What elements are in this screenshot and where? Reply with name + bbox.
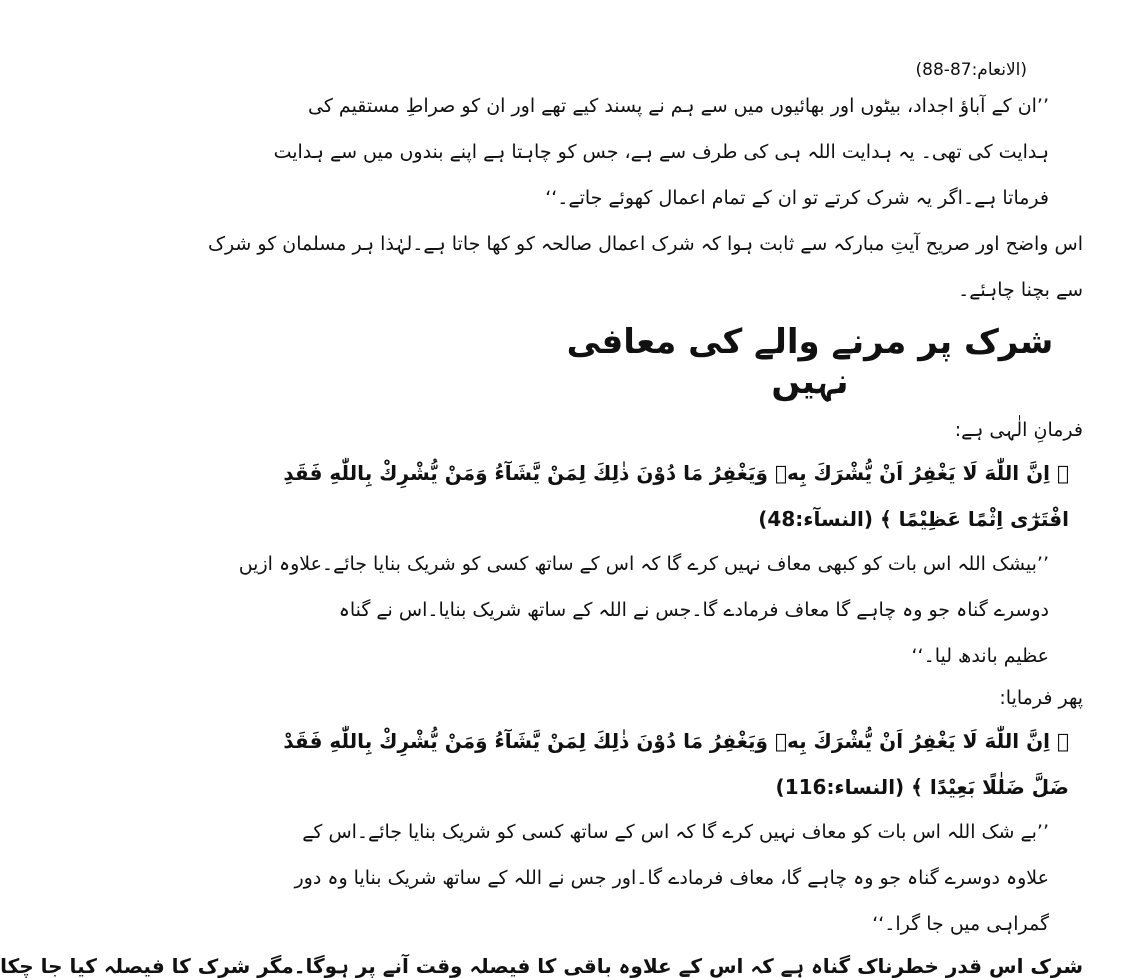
translation-2-line-2: علاوہ دوسرے گناہ جو وہ چاہے گا، معاف فرمادے گا۔اور جس نے اللہ کے ساتھ شریک بنایا وہ دور: [294, 867, 1049, 889]
quote-line-2: ہدایت کی تھی۔ یہ ہدایت اللہ ہی کی طرف سے ہے، جس کو چاہتا ہے اپنے بندوں میں سے ہدایت: [273, 141, 1049, 163]
intro-divine-command: فرمانِ الٰہی ہے:: [954, 419, 1083, 441]
translation-1-line-1: ’’بیشک اللہ اس بات کو کبھی معاف نہیں کرے گا کہ اس کے ساتھ کسی کو شریک بنایا جائے۔علاوہ ازیں: [238, 553, 1049, 575]
translation-1-line-2: دوسرے گناہ جو وہ چاہے گا معاف فرمادے گا۔جس نے اللہ کے ساتھ شریک بنایا۔اس نے گناہ: [338, 599, 1049, 621]
arabic-verse-1-line-2: افْتَرٰٓى اِثْمًا عَظِيْمًا ﴾ (النسآء:48): [758, 507, 1069, 531]
section-heading: شرک پر مرنے والے کی معافی نہیں: [566, 322, 1054, 402]
intro-then-said: پھر فرمایا:: [999, 687, 1083, 709]
arabic-verse-1-line-1: ﴿ اِنَّ اللّٰهَ لَا يَغْفِرُ اَنْ يُّشْرَكَ بِهٖ وَيَغْفِرُ مَا دُوْنَ ذٰلِكَ لِمَنْ يَّشَآءُ وَمَنْ يُّشْرِكْ بِاللّٰهِ فَقَدِ: [283, 461, 1069, 485]
quote-line-3: فرماتا ہے۔اگر یہ شرک کرتے تو ان کے تمام اعمال کھوئے جاتے۔‘‘: [545, 187, 1049, 209]
closing-line: شرک اس قدر خطرناک گناہ ہے کہ اس کے علاوہ باقی کا فیصلہ وقت آنے پر ہوگا۔مگر شرک کا فیصلہ کیا جا چکا: [0, 954, 1083, 978]
arabic-verse-2-line-1: ﴿ اِنَّ اللّٰهَ لَا يَغْفِرُ اَنْ يُّشْرَكَ بِهٖ وَيَغْفِرُ مَا دُوْنَ ذٰلِكَ لِمَنْ يَّشَآءُ وَمَنْ يُّشْرِكْ بِاللّٰهِ فَقَدْ: [283, 729, 1069, 753]
arabic-verse-2-line-2: ضَلَّ ضَلٰلًا بَعِيْدًا ﴾ (النساء:116): [775, 775, 1069, 799]
paragraph-line-2: سے بچنا چاہئے۔: [958, 279, 1083, 301]
translation-2-line-3: گمراہی میں جا گرا۔‘‘: [872, 913, 1049, 935]
translation-1-line-3: عظیم باندھ لیا۔‘‘: [911, 645, 1049, 667]
translation-2-line-1: ’’بے شک اللہ اس بات کو معاف نہیں کرے گا کہ اس کے ساتھ کسی کو شریک بنایا جائے۔اس کے: [302, 821, 1049, 843]
quote-line-1: ’’ان کے آباؤ اجداد، بیٹوں اور بھائیوں میں سے ہم نے پسند کیے تھے اور ان کو صراطِ مستقیم کی: [308, 95, 1049, 117]
paragraph-line-1: اس واضح اور صریح آیتِ مبارکہ سے ثابت ہوا کہ شرک اعمال صالحہ کو کھا جاتا ہے۔لہٰذا ہر مسلمان کو شرک: [207, 233, 1083, 255]
surah-reference: (الانعام:87-88): [915, 60, 1027, 80]
